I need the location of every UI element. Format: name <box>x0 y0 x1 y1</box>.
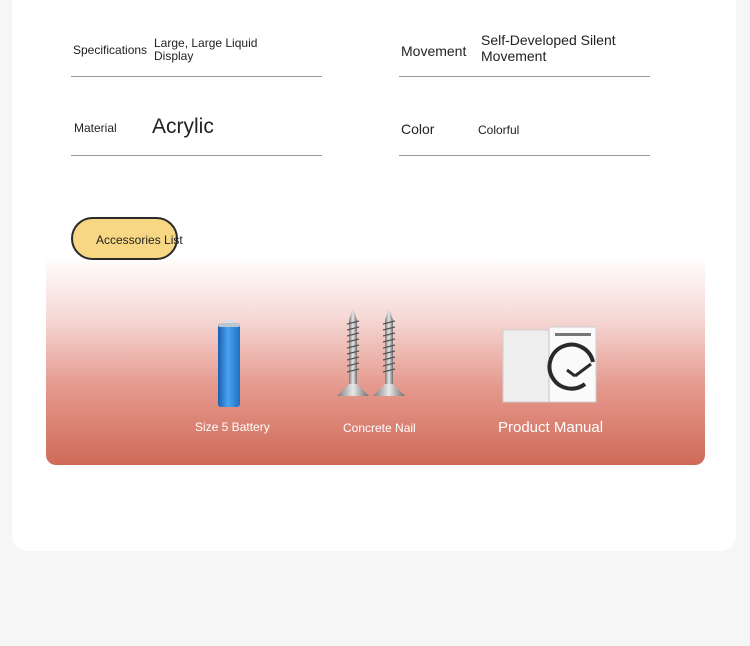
spec-label: Material <box>74 121 117 135</box>
nail-icon <box>336 308 406 403</box>
battery-icon <box>217 320 241 408</box>
spec-specifications <box>71 24 322 77</box>
spec-label: Movement <box>401 43 467 59</box>
spec-value: Large, Large Liquid Display <box>154 36 258 63</box>
accessories-list-label: Accessories List <box>96 233 183 247</box>
accessories-list-button[interactable] <box>71 217 183 260</box>
spec-value: Acrylic <box>152 115 214 138</box>
accessory-label-battery: Size 5 Battery <box>195 420 270 434</box>
accessories-panel <box>46 256 705 465</box>
accessory-label-nail: Concrete Nail <box>343 421 416 435</box>
spec-label: Color <box>401 121 435 137</box>
spec-material <box>71 100 322 156</box>
spec-value: Colorful <box>478 123 520 137</box>
spec-value: Self-Developed Silent Movement <box>481 32 616 64</box>
product-spec-card <box>12 0 736 551</box>
accessory-label-manual: Product Manual <box>498 419 604 436</box>
spec-color <box>399 100 650 156</box>
manual-icon <box>501 326 598 404</box>
spec-label: Specifications <box>73 43 148 57</box>
spec-movement <box>399 24 650 77</box>
